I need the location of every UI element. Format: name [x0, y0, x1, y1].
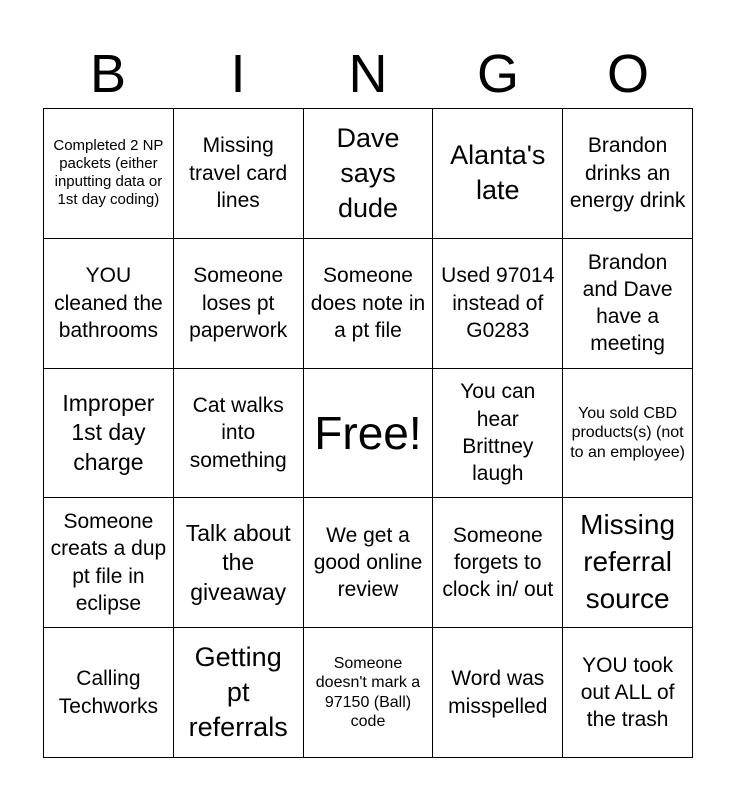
bingo-cell-r2c1[interactable]: YOU cleaned the bathrooms [44, 239, 174, 369]
bingo-cell-r4c3[interactable]: We get a good online review [304, 498, 434, 628]
bingo-cell-r2c4[interactable]: Used 97014 instead of G0283 [433, 239, 563, 369]
bingo-cell-r4c5[interactable]: Missing referral source [563, 498, 693, 628]
bingo-cell-r2c3[interactable]: Someone does note in a pt file [304, 239, 434, 369]
bingo-header [43, 40, 693, 108]
bingo-cell-r1c4[interactable]: Alanta's late [433, 109, 563, 239]
bingo-cell-r5c5[interactable]: YOU took out ALL of the trash [563, 628, 693, 758]
bingo-cell-r3c2[interactable]: Cat walks into something [174, 369, 304, 499]
bingo-cell-r3c1[interactable]: Improper 1st day charge [44, 369, 174, 499]
bingo-cell-free-space[interactable]: Free! [304, 369, 434, 499]
header-letter-o: O [606, 44, 649, 104]
bingo-cell-r4c1[interactable]: Someone creats a dup pt file in eclipse [44, 498, 174, 628]
bingo-cell-r3c4[interactable]: You can hear Brittney laugh [433, 369, 563, 499]
header-letter-g: G [476, 44, 519, 104]
bingo-cell-r5c4[interactable]: Word was misspelled [433, 628, 563, 758]
header-letter-n: N [348, 44, 388, 104]
bingo-cell-r2c5[interactable]: Brandon and Dave have a meeting [563, 239, 693, 369]
bingo-cell-r1c1[interactable]: Completed 2 NP packets (either inputting data or 1st day coding) [44, 109, 174, 239]
bingo-cell-r4c4[interactable]: Someone forgets to clock in/ out [433, 498, 563, 628]
bingo-cell-r5c1[interactable]: Calling Techworks [44, 628, 174, 758]
bingo-cell-r4c2[interactable]: Talk about the giveaway [174, 498, 304, 628]
bingo-cell-r5c3[interactable]: Someone doesn't mark a 97150 (Ball) code [304, 628, 434, 758]
header-letter-i: I [230, 44, 246, 104]
bingo-board [43, 108, 693, 758]
bingo-cell-r1c2[interactable]: Missing travel card lines [174, 109, 304, 239]
header-letter-b: B [89, 44, 127, 104]
bingo-cell-r5c2[interactable]: Getting pt referrals [174, 628, 304, 758]
bingo-cell-r3c5[interactable]: You sold CBD products(s) (not to an employee) [563, 369, 693, 499]
bingo-cell-r2c2[interactable]: Someone loses pt paperwork [174, 239, 304, 369]
bingo-cell-r1c3[interactable]: Dave says dude [304, 109, 434, 239]
bingo-cell-r1c5[interactable]: Brandon drinks an energy drink [563, 109, 693, 239]
